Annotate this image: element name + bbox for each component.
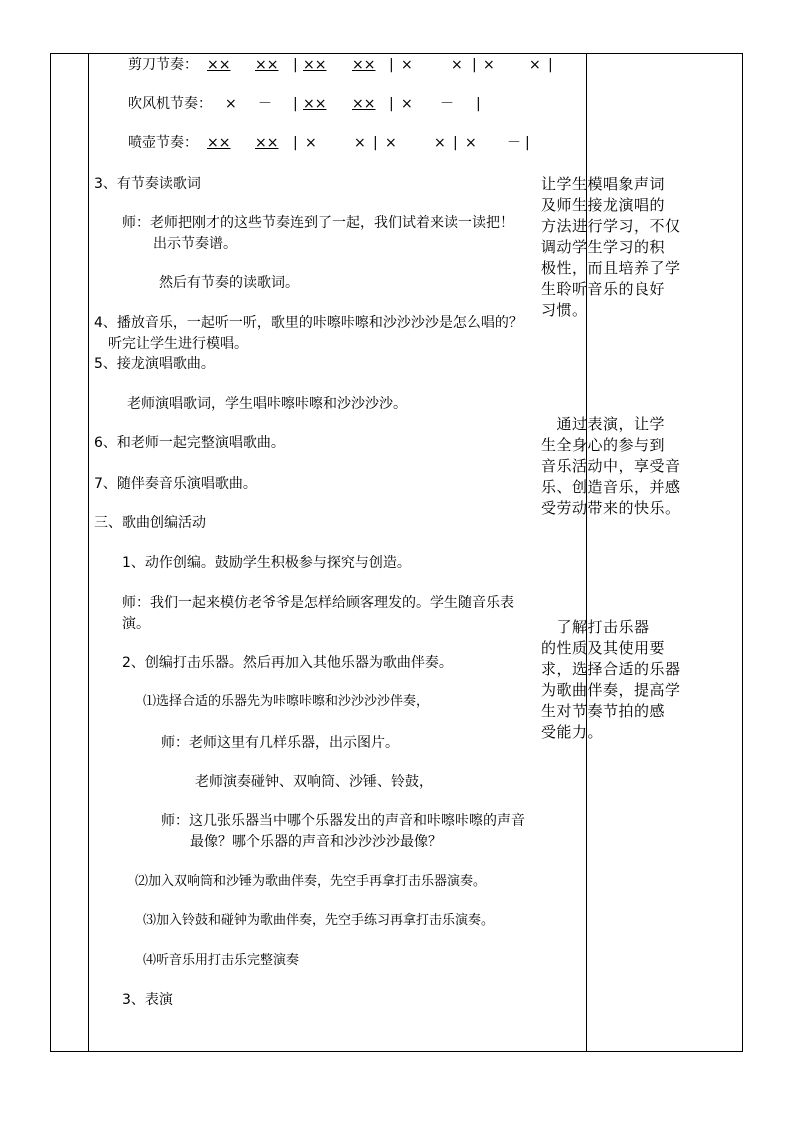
text-line: 老师演唱歌词，学生唱咔嚓咔嚓和沙沙沙沙。: [127, 396, 407, 412]
design-note-1: [541, 174, 689, 321]
list-item: ⑶加入铃鼓和碰钟为歌曲伴奏，先空手练习再拿打击乐演奏。: [143, 913, 495, 928]
note-line: 求，选择合适的乐器: [541, 660, 681, 678]
sub-heading: 1、动作创编。鼓励学生积极参与探究与创造。: [122, 555, 411, 571]
table-column-divider-left: [88, 54, 89, 1051]
rhythm-note: ×: [465, 135, 477, 151]
rhythm-note: ×: [385, 135, 397, 151]
bar-line: |: [453, 135, 458, 151]
rhythm-label: 剪刀节奏：: [128, 57, 198, 73]
teacher-line: 师：老师把刚才的这些节奏连到了一起，我们试着来读一读把！: [122, 215, 514, 231]
note-line: 的性质及其使用要: [541, 639, 666, 657]
teacher-line: 师：这几张乐器当中哪个乐器发出的声音和咔嚓咔嚓的声音: [161, 813, 525, 829]
step-heading: 6、和老师一起完整演唱歌曲。: [94, 435, 285, 451]
bar-line: |: [293, 135, 298, 151]
note-line: 为歌曲伴奏，提高学: [541, 681, 681, 699]
bar-line: |: [293, 57, 298, 73]
rhythm-note: ×: [483, 57, 495, 73]
rhythm-label: 吹风机节奏：: [128, 96, 212, 112]
rhythm-note: ×: [401, 96, 413, 112]
note-line: 调动学生学习的积: [541, 238, 666, 256]
rhythm-note: ×: [434, 135, 446, 151]
sub-heading: 3、表演: [122, 992, 173, 1008]
teacher-line: 师：我们一起来模仿老爷爷是怎样给顾客理发的。学生随音乐表: [122, 595, 514, 611]
note-line: 了解打击乐器: [541, 618, 650, 636]
teacher-line: 最像？哪个乐器的声音和沙沙沙沙最像？: [190, 834, 442, 850]
rhythm-dash: －: [440, 96, 454, 112]
rhythm-note: ×: [305, 135, 317, 151]
rhythm-note-group: ××: [352, 96, 376, 112]
rhythm-note-group: ××: [255, 57, 279, 73]
text-line: 听完让学生进行模唱。: [108, 336, 248, 352]
note-line: 让学生模唱象声词: [541, 175, 666, 193]
text-line: 然后有节奏的读歌词。: [159, 275, 299, 291]
rhythm-note: ×: [225, 96, 237, 112]
text-line: 老师演奏碰钟、双响筒、沙锤、铃鼓，: [195, 774, 433, 790]
note-line: 音乐活动中，享受音: [541, 457, 681, 475]
teacher-line: 演。: [122, 616, 150, 632]
step-heading: 3、有节奏读歌词: [94, 176, 201, 192]
note-line: 乐、创造音乐，并感: [541, 478, 681, 496]
bar-line: |: [548, 57, 553, 73]
rhythm-note-group: ××: [207, 135, 231, 151]
bar-line: |: [472, 57, 477, 73]
list-item: ⑷听音乐用打击乐完整演奏: [143, 953, 300, 968]
rhythm-note-group: ××: [207, 57, 231, 73]
design-note-3: [541, 617, 689, 743]
note-line: 极性，而且培养了学: [541, 259, 681, 277]
rhythm-note-group: ××: [303, 96, 327, 112]
rhythm-note: ×: [401, 57, 413, 73]
rhythm-note: ×: [529, 57, 541, 73]
section-heading: 三、歌曲创编活动: [94, 515, 206, 531]
rhythm-label: 喷壶节奏：: [128, 135, 198, 151]
note-line: 生聆听音乐的良好: [541, 280, 666, 298]
list-item: ⑵加入双响筒和沙锤为歌曲伴奏，先空手再拿打击乐器演奏。: [135, 874, 487, 889]
rhythm-dash: －: [507, 135, 521, 151]
note-line: 方法进行学习，不仅: [541, 217, 681, 235]
bar-line: |: [389, 57, 394, 73]
rhythm-dash: －: [258, 96, 272, 112]
bar-line: |: [373, 135, 378, 151]
step-heading: 4、播放音乐，一起听一听，歌里的咔嚓咔嚓和沙沙沙沙是怎么唱的？: [94, 315, 523, 331]
list-item: ⑴选择合适的乐器先为咔嚓咔嚓和沙沙沙沙伴奏，: [143, 694, 430, 709]
note-line: 通过表演，让学: [541, 415, 666, 433]
bar-line: |: [525, 135, 530, 151]
bar-line: |: [476, 96, 481, 112]
teacher-line: 师：老师这里有几样乐器，出示图片。: [161, 735, 399, 751]
bar-line: |: [389, 96, 394, 112]
note-line: 受劳动带来的快乐。: [541, 499, 681, 517]
step-heading: 5、接龙演唱歌曲。: [94, 356, 215, 372]
rhythm-note-group: ××: [255, 135, 279, 151]
rhythm-note-group: ××: [352, 57, 376, 73]
design-note-2: [541, 414, 689, 519]
step-heading: 7、随伴奏音乐演唱歌曲。: [94, 476, 257, 492]
teacher-line: 出示节奏谱。: [153, 236, 237, 252]
rhythm-note-group: ××: [303, 57, 327, 73]
rhythm-note: ×: [451, 57, 463, 73]
rhythm-note: ×: [354, 135, 366, 151]
note-line: 生对节奏节拍的感: [541, 702, 666, 720]
note-line: 及师生接龙演唱的: [541, 196, 666, 214]
note-line: 生全身心的参与到: [541, 436, 666, 454]
sub-heading: 2、创编打击乐器。然后再加入其他乐器为歌曲伴奏。: [122, 655, 453, 671]
note-line: 受能力。: [541, 723, 604, 741]
note-line: 习惯。: [541, 301, 588, 319]
bar-line: |: [293, 96, 298, 112]
